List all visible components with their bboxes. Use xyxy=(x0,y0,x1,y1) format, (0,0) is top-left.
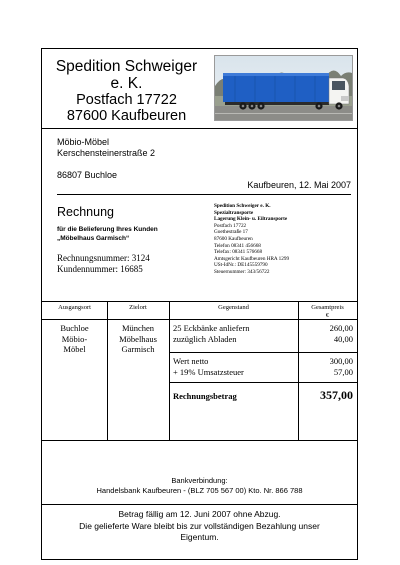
sender-line: Spezialtransporte xyxy=(214,209,254,216)
header-origin: Ausgangsort xyxy=(58,304,91,311)
destination-line: München xyxy=(121,323,155,333)
letterhead xyxy=(42,49,357,129)
sender-line: Postfach 17722 xyxy=(214,222,247,229)
net-label: Wert netto xyxy=(173,356,209,366)
date-line: Kaufbeuren, 12. Mai 2007 xyxy=(247,180,351,190)
table-bottom xyxy=(42,440,357,441)
ownership-line2: Eigentum. xyxy=(180,532,219,542)
destination-line: Garmisch xyxy=(121,344,155,354)
customer-number: Kundennummer: 16685 xyxy=(57,263,143,274)
payment-terms xyxy=(42,509,357,544)
header-divider xyxy=(42,319,357,320)
ownership-line1: Die gelieferte Ware bleibt bis zur vollständigen Bezahlung unser xyxy=(79,520,320,531)
recipient-city: 86807 Buchloe xyxy=(57,170,118,180)
invoice-title: Rechnung xyxy=(57,205,114,219)
vat-label: + 19% Umsatzsteuer xyxy=(173,367,244,377)
bank-account: Handelsbank Kaufbeuren - (BLZ 705 567 00) Kto. Nr. 866 788 xyxy=(96,486,303,495)
sender-line: Spedition Schweiger e. K. xyxy=(214,203,271,209)
invoice-references xyxy=(57,253,150,274)
items-cell xyxy=(173,323,296,344)
sender-line: Telefax: 08341 576668 xyxy=(214,249,263,256)
item-description: zuzüglich Abladen xyxy=(173,333,237,344)
header-total-label: Gesamtpreis xyxy=(311,304,344,311)
recipient-address xyxy=(57,137,155,159)
recipient-street: Kerschensteinerstraße 2 xyxy=(57,148,156,158)
net-value: 300,00 xyxy=(329,356,353,366)
header-item: Gegenstand xyxy=(218,304,249,311)
sender-line: Goethestraße 17 xyxy=(214,229,248,236)
company-name-line2: e. K. xyxy=(110,75,143,92)
invoice-subtitle-line1: für die Belieferung Ihres Kunden xyxy=(57,226,158,233)
origin-line: Buchloe xyxy=(60,323,89,333)
company-postbox: Postfach 17722 xyxy=(76,92,177,108)
item-price: 260,00 xyxy=(329,323,353,333)
sender-block xyxy=(214,203,354,276)
column-divider xyxy=(169,302,170,440)
items-divider xyxy=(169,352,357,353)
bank-details xyxy=(42,476,357,496)
company-city: 87600 Kaufbeuren xyxy=(66,108,187,124)
origin-line: Möbio- xyxy=(61,333,88,344)
header-total-price xyxy=(298,304,357,319)
total-value: 357,00 xyxy=(320,388,353,402)
bank-label: Bankverbindung: xyxy=(171,476,228,485)
destination-line: Möbelhaus xyxy=(119,333,157,344)
sender-line: Amtsgericht Kaufbeuren HRA 1299 xyxy=(214,255,290,262)
sender-line: USt-IdNr.: DE145559790 xyxy=(214,262,268,269)
payment-due: Betrag fällig am 12. Juni 2007 ohne Abzug. xyxy=(118,509,281,519)
destination-cell xyxy=(107,323,169,355)
invoice-number: Rechnungsnummer: 3124 xyxy=(57,253,150,263)
invoice-page xyxy=(41,48,358,560)
sender-line: 87600 Kaufbeuren xyxy=(214,235,253,242)
date-divider xyxy=(57,194,351,195)
items-prices xyxy=(298,323,353,344)
item-price: 40,00 xyxy=(333,333,353,344)
item-description: 25 Eckbänke anliefern xyxy=(173,323,250,333)
sender-line: Telefon 08341 456668 xyxy=(214,242,261,249)
header-currency: € xyxy=(325,311,330,319)
origin-cell xyxy=(42,323,107,355)
footer-divider xyxy=(42,504,357,505)
vat-value: 57,00 xyxy=(333,367,353,377)
sender-line: Lagerung Klein- u. Eiltransporte xyxy=(214,216,288,223)
company-name-line1: Spedition Schweiger xyxy=(55,58,198,75)
truck-photo xyxy=(214,55,353,121)
total-label: Rechnungsbetrag xyxy=(173,391,237,401)
sender-line: Steuernummer: 343/56722 xyxy=(214,268,270,275)
truck-image xyxy=(215,56,353,121)
origin-line: Möbel xyxy=(63,344,86,354)
subtotal-divider xyxy=(169,382,357,383)
invoice-subtitle xyxy=(57,226,158,243)
company-address xyxy=(44,58,209,124)
invoice-subtitle-line2: „Möbelhaus Garmisch“ xyxy=(57,234,130,242)
subtotal-values xyxy=(298,356,353,378)
recipient-name: Möbio-Möbel xyxy=(57,137,110,147)
invoice-table xyxy=(42,301,357,442)
subtotal-labels xyxy=(173,356,296,378)
header-destination: Zielort xyxy=(129,304,147,311)
